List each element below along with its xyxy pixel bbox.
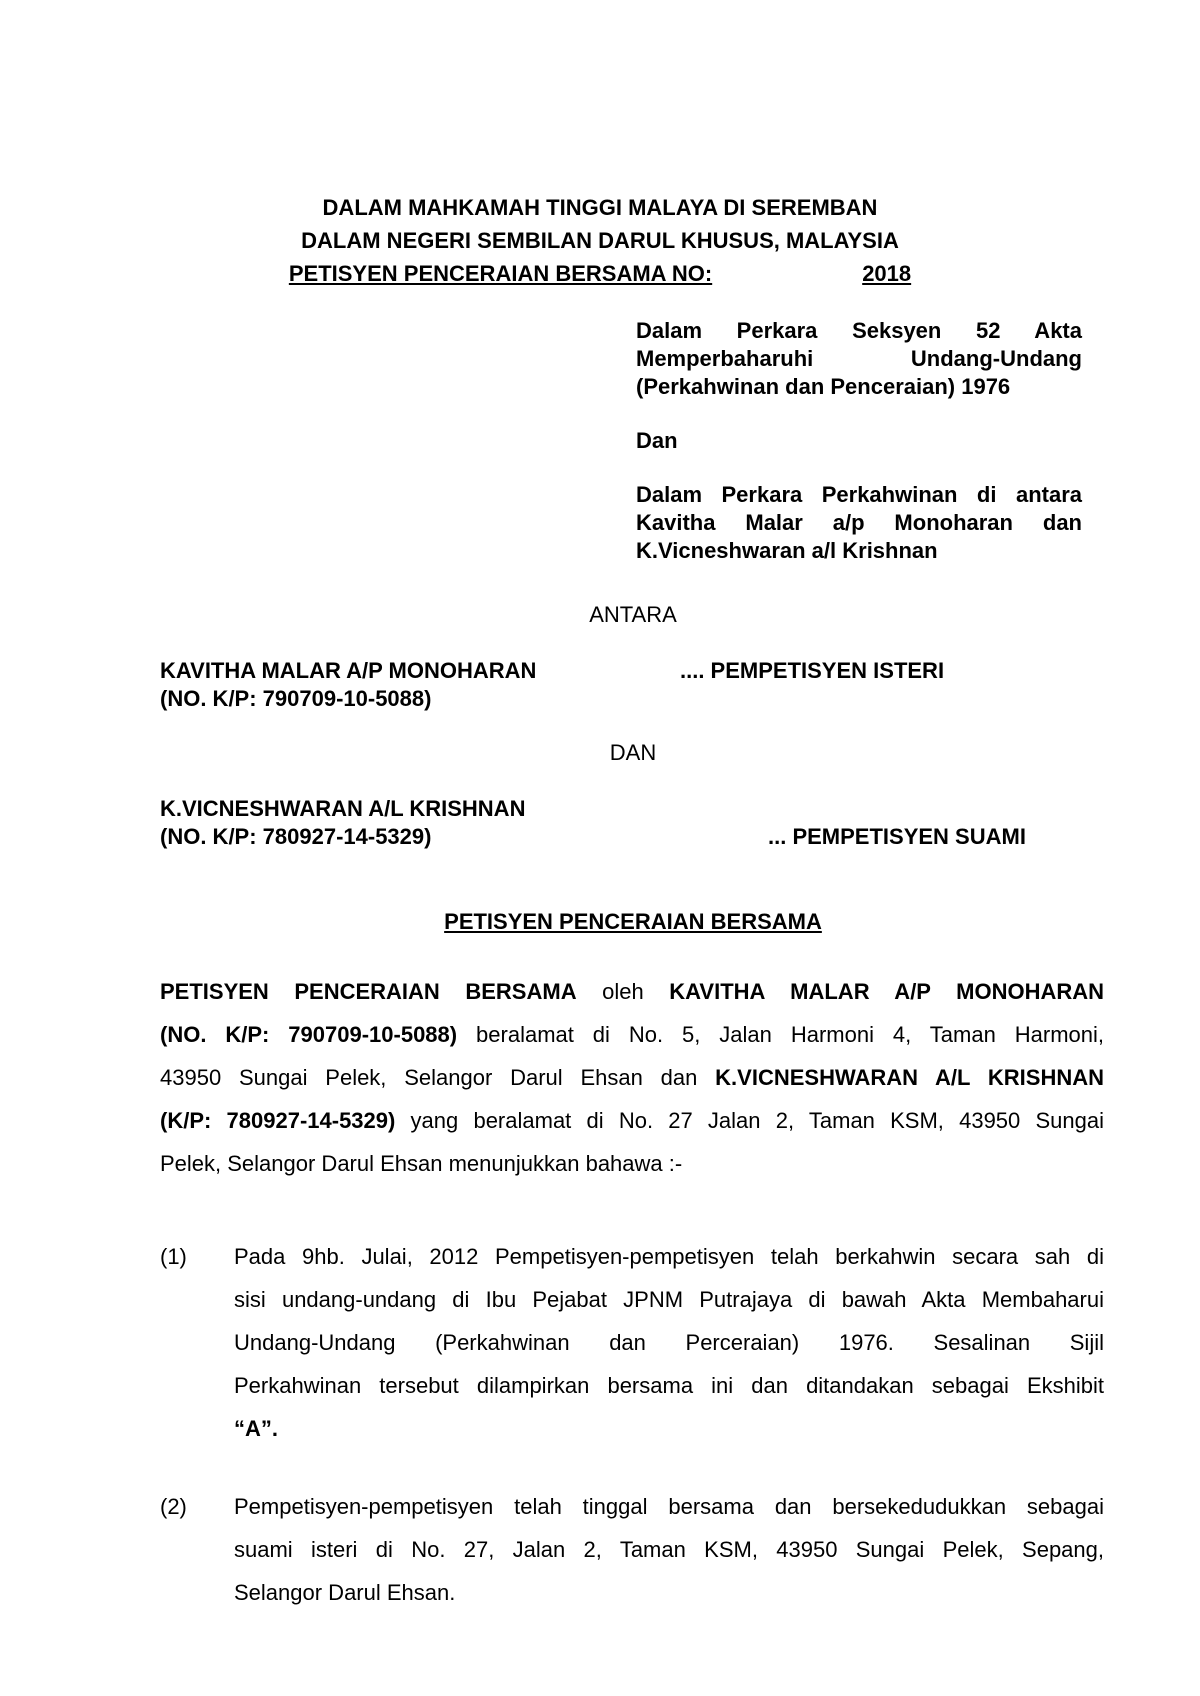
item-line: sisi undang-undang di Ibu Pejabat JPNM Putrajaya di bawah Akta Membaharui [234,1287,1104,1312]
item-line: Undang-Undang (Perkahwinan dan Perceraian) 1976. Sesalinan Sijil [234,1330,1104,1355]
intro-line [160,970,1104,1013]
intro-text: yang beralamat di No. 27 Jalan 2, Taman KSM, 43950 Sungai [395,1108,1104,1133]
dan-label: DAN [609,740,657,765]
intro-bold: KAVITHA MALAR A/P MONOHARAN [669,979,1105,1004]
intro-paragraph [160,970,1104,1185]
matter-act-line: Memperbaharuhi Undang-Undang [636,346,1082,371]
intro-bold: (NO. K/P: 790709-10-5088) [160,1022,458,1047]
matter-marriage-line: Dalam Perkara Perkahwinan di antara [636,482,1082,507]
intro-line [160,1099,1104,1142]
item-text [234,1485,1104,1614]
item-line [234,1407,1104,1450]
intro-bold: PETISYEN PENCERAIAN BERSAMA [160,979,577,1004]
party1-ic: (NO. K/P: 790709-10-5088) [160,686,432,711]
item-text [234,1235,1104,1450]
matter-act-line: (Perkahwinan dan Penceraian) 1976 [636,374,1011,399]
matter-act-line: Dalam Perkara Seksyen 52 Akta [636,318,1082,343]
intro-line [160,1056,1104,1099]
item-line: suami isteri di No. 27, Jalan 2, Taman KSM, 43950 Sungai Pelek, Sepang, [234,1537,1104,1562]
item-line: Pada 9hb. Julai, 2012 Pempetisyen-pempetisyen telah berkahwin secara sah di [234,1244,1104,1269]
intro-text: 43950 Sungai Pelek, Selangor Darul Ehsan dan [160,1065,716,1090]
item-line: Pempetisyen-pempetisyen telah tinggal bersama dan bersekedudukkan sebagai [234,1494,1104,1519]
item-line: Selangor Darul Ehsan. [234,1580,456,1605]
intro-line [160,1142,1104,1185]
intro-bold: K.VICNESHWARAN A/L KRISHNAN [715,1065,1104,1090]
matter-dan: Dan [636,428,678,453]
intro-text: oleh [576,979,670,1004]
party2-name: K.VICNESHWARAN A/L KRISHNAN [160,796,526,821]
intro-text: Pelek, Selangor Darul Ehsan menunjukkan bahawa :- [160,1151,683,1176]
matter-marriage-line: K.Vicneshwaran a/l Krishnan [636,538,938,563]
petition-label: PETISYEN PENCERAIAN BERSAMA NO: [288,261,713,286]
party1-name: KAVITHA MALAR A/P MONOHARAN [160,658,537,683]
intro-text: beralamat di No. 5, Jalan Harmoni 4, Taman Harmoni, [457,1022,1104,1047]
petition-heading: PETISYEN PENCERAIAN BERSAMA [444,909,822,934]
antara-label: ANTARA [589,602,677,627]
court-header [0,191,1200,290]
court-title-line-1: DALAM MAHKAMAH TINGGI MALAYA DI SEREMBAN [322,195,878,220]
item-number: (1) [160,1244,187,1269]
petition-number-underlined [289,261,911,286]
petition-number-line [0,257,1200,290]
party2-ic: (NO. K/P: 780927-14-5329) [160,824,432,849]
intro-bold: (K/P: 780927-14-5329) [160,1108,396,1133]
petition-year: 2018 [862,261,912,286]
party1-role: .... PEMPETISYEN ISTERI [680,658,945,683]
exhibit-label: “A”. [234,1416,278,1441]
intro-line [160,1013,1104,1056]
court-title-line-2: DALAM NEGERI SEMBILAN DARUL KHUSUS, MALAYSIA [301,228,899,253]
matter-marriage-line: Kavitha Malar a/p Monoharan dan [636,510,1082,535]
item-number: (2) [160,1494,187,1519]
item-line: Perkahwinan tersebut dilampirkan bersama ini dan ditandakan sebagai Ekshibit [234,1373,1104,1398]
party2-role: ... PEMPETISYEN SUAMI [768,824,1026,849]
matter-marriage [636,481,1082,565]
matter-block [636,317,1082,591]
matter-act [636,317,1082,401]
